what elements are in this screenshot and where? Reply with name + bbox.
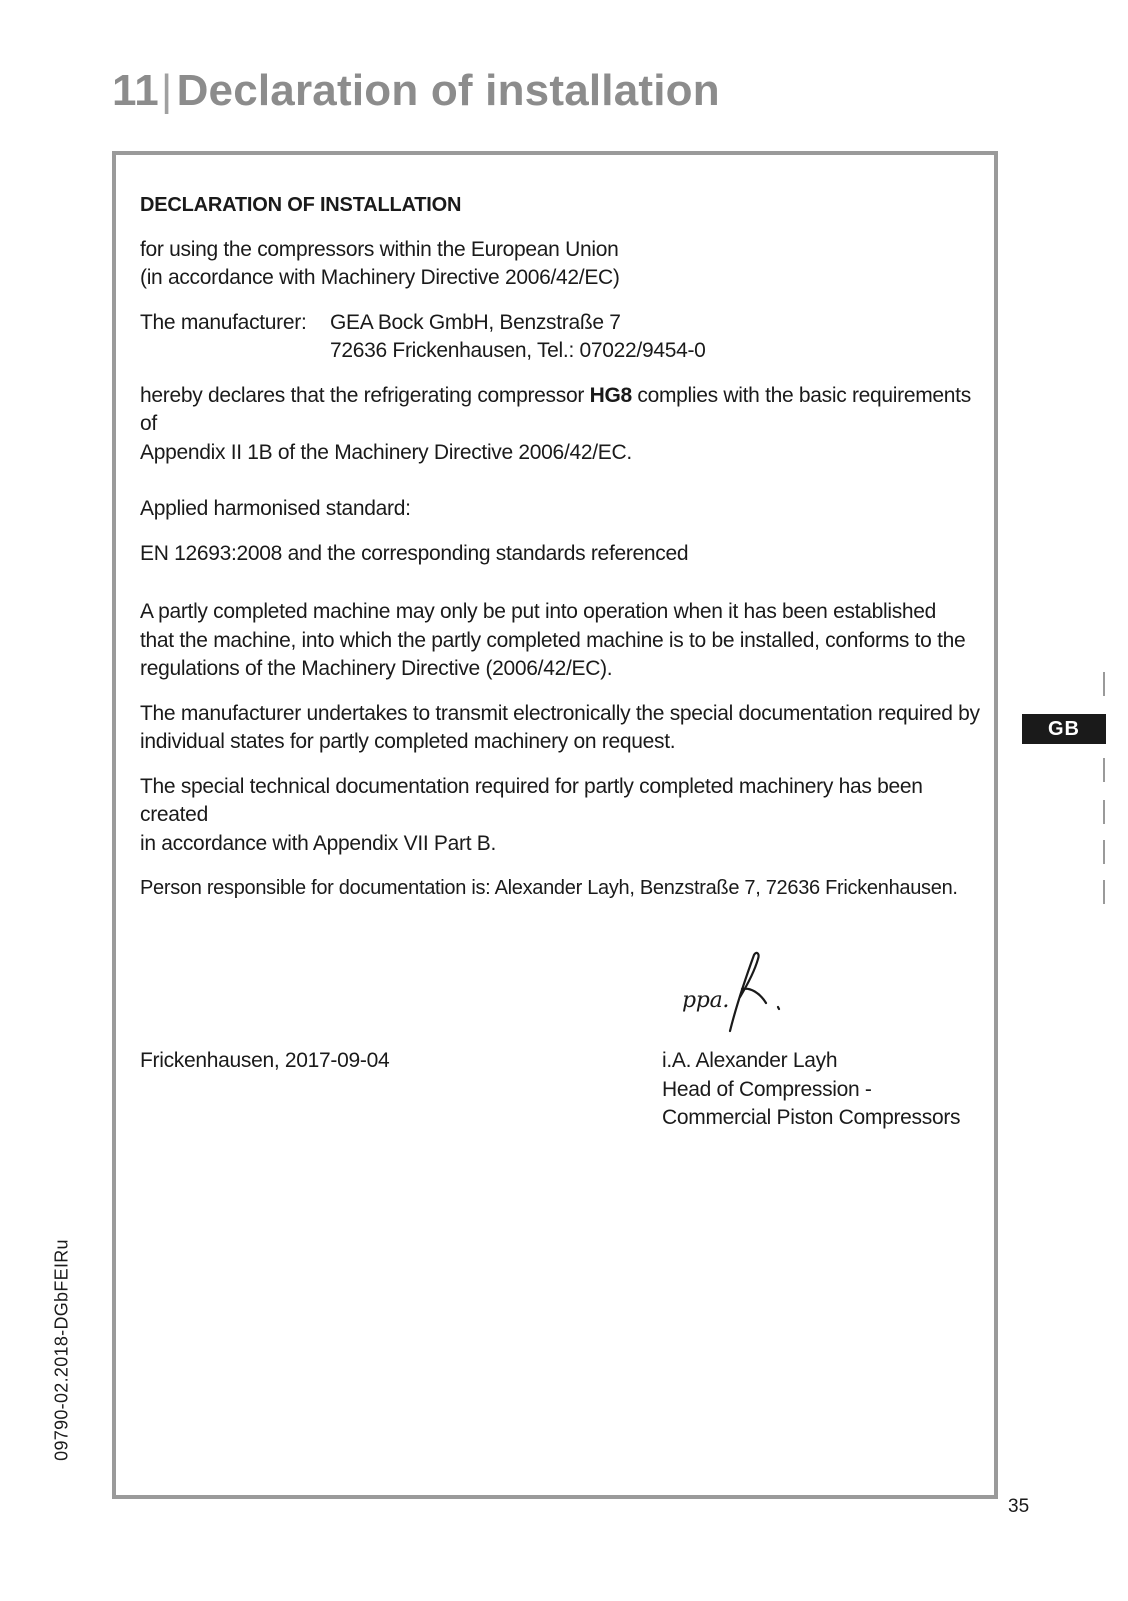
signature-block xyxy=(140,947,980,1147)
transmit-line-1: The manufacturer undertakes to transmit electronically the special documentation required by xyxy=(140,701,980,725)
declares-line-2: Appendix II 1B of the Machinery Directive 2006/42/EC. xyxy=(140,440,632,464)
standard-value: EN 12693:2008 and the corresponding standards referenced xyxy=(140,541,689,565)
manufacturer-row xyxy=(140,309,980,366)
declaration-content xyxy=(140,191,980,903)
page-number: 35 xyxy=(1008,1496,1030,1517)
document-code: 09790-02.2018-DGbFEIRu xyxy=(51,1239,72,1461)
intro-line-2: (in accordance with Machinery Directive 2006/42/EC) xyxy=(140,266,620,289)
language-tab-gb: GB xyxy=(1022,714,1106,744)
signer-title-2: Commercial Piston Compressors xyxy=(662,1106,961,1129)
partly-line-1: A partly completed machine may only be put into operation when it has been established xyxy=(140,600,937,623)
tab-marker-line xyxy=(1103,840,1105,864)
compressor-model: HG8 xyxy=(589,383,632,407)
signature-ppa: ppa. xyxy=(682,988,730,1013)
tab-marker-line xyxy=(1103,800,1105,824)
tab-marker-line xyxy=(1103,672,1105,696)
handwritten-signature xyxy=(680,947,800,1047)
standard-label: Applied harmonised standard: xyxy=(140,497,411,520)
manufacturer-address-line-2: 72636 Frickenhausen, Tel.: 07022/9454-0 xyxy=(330,339,706,362)
declaration-frame xyxy=(112,151,998,1499)
partly-line-3: regulations of the Machinery Directive (2006/42/EC). xyxy=(140,657,613,680)
declares-line-1 xyxy=(140,382,980,439)
signer-name: i.A. Alexander Layh xyxy=(662,1049,838,1072)
chapter-title-text: Declaration of installation xyxy=(176,66,720,115)
declares-text-after: complies with the basic requirements of xyxy=(140,383,971,435)
tab-marker-line xyxy=(1103,880,1105,904)
signer-title-1: Head of Compression - xyxy=(662,1077,872,1101)
transmit-line-2: individual states for partly completed machinery on request. xyxy=(140,730,676,753)
manufacturer-label: The manufacturer: xyxy=(140,310,307,334)
chapter-number: 11 xyxy=(112,66,159,115)
declares-text-before: hereby declares that the refrigerating compressor xyxy=(140,383,590,407)
place-and-date: Frickenhausen, 2017-09-04 xyxy=(140,1049,390,1072)
intro-line-1: for using the compressors within the European Union xyxy=(140,237,619,261)
responsible-person: Person responsible for documentation is: Alexander Layh, Benzstraße 7, 72636 Frickenhausen. xyxy=(140,877,958,899)
tab-marker-line xyxy=(1103,758,1105,782)
chapter-title xyxy=(112,66,720,116)
manufacturer-address-line-1: GEA Bock GmbH, Benzstraße 7 xyxy=(330,310,621,334)
title-separator: | xyxy=(160,66,173,115)
partly-line-2: that the machine, into which the partly completed machine is to be installed, conforms to the xyxy=(140,628,966,652)
signer-details xyxy=(662,1047,960,1133)
special-line-2: in accordance with Appendix VII Part B. xyxy=(140,831,497,855)
special-line-1: The special technical documentation required for partly completed machinery has been created xyxy=(140,774,923,826)
declaration-heading: DECLARATION OF INSTALLATION xyxy=(140,194,462,216)
